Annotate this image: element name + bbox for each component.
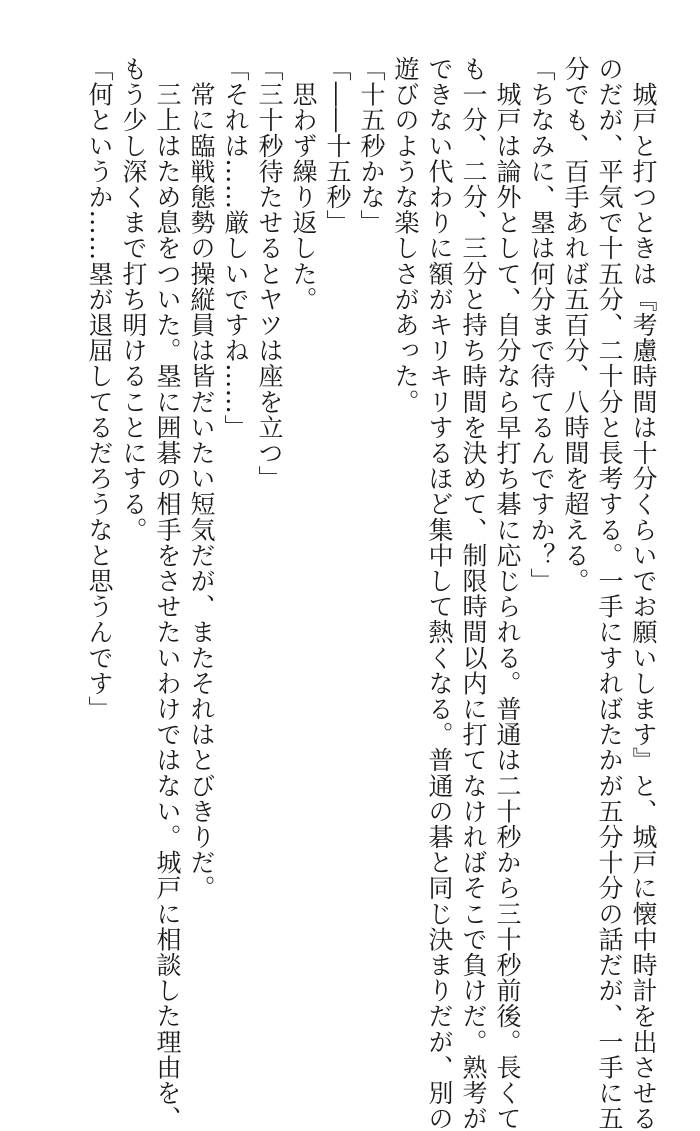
vertical-text-block	[82, 56, 660, 1131]
text-line: 「ちなみに、塁は何分まで待てるんですか？」	[527, 56, 556, 594]
text-line: もう少し深くまで打ち明けることにする。	[119, 56, 148, 543]
text-line: 「十五秒かな」	[357, 56, 386, 236]
text-line: 遊びのような楽しさがあった。	[391, 56, 420, 415]
text-line: 城戸と打つときは『考慮時間は十分くらいでお願いします』と、城戸に懐中時計を出させる	[629, 56, 658, 1131]
text-line: 城戸は論外として、自分なら早打ち碁に応じられる。普通は二十秒から三十秒前後。長くて	[493, 56, 522, 1131]
text-line: 思わず繰り返した。	[289, 56, 318, 312]
text-line: のだが、平気で十五分、二十分と長考する。一手にすればたかが五分十分の話だが、一手に五	[595, 56, 624, 1131]
text-line: 三上はため息をついた。塁に囲碁の相手をさせたいわけではない。城戸に相談した理由を、	[153, 56, 182, 1131]
text-line: 常に臨戦態勢の操縦員は皆だいたい短気だが、またそれはとびきりだ。	[187, 56, 216, 901]
text-line: できない代わりに額がキリキリするほど集中して熱くなる。普通の碁と同じ決まりだが、別の	[425, 56, 454, 1131]
text-line: 分でも、百手あれば五百分、八時間を超える。	[561, 56, 590, 594]
text-line: 「――十五秒」	[323, 56, 352, 236]
text-line: 「何というか……塁が退屈してるだろうなと思うんです」	[85, 56, 114, 722]
text-line: 「それは……厳しいですね……」	[221, 56, 250, 440]
text-line: も一分、二分、三分と持ち時間を決めて、制限時間以内に打てなければそこで負けだ。熟考が	[459, 56, 488, 1131]
text-line: 「三十秒待たせるとヤツは座を立つ」	[255, 56, 284, 492]
